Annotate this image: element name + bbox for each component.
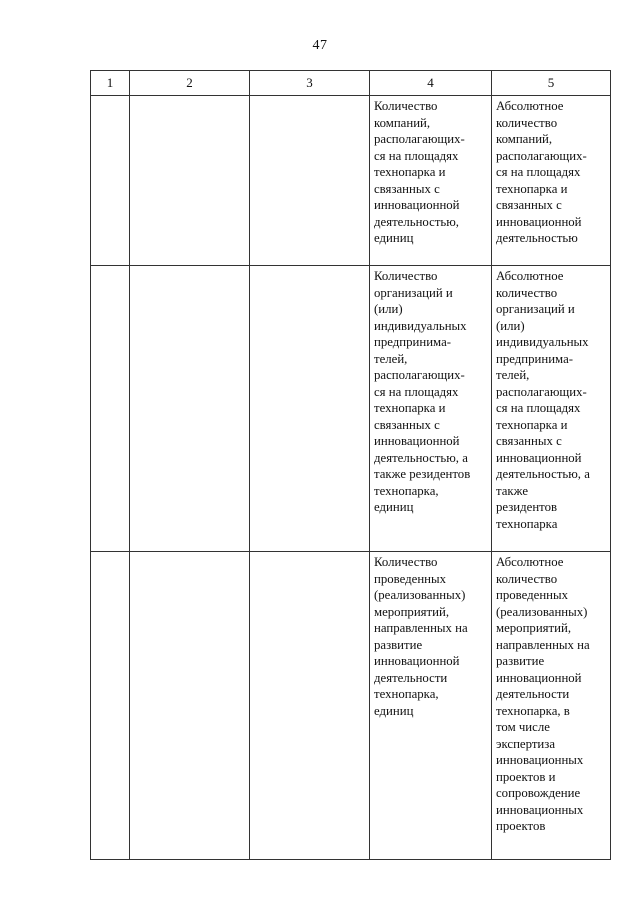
column-header-2: 2 <box>130 71 250 96</box>
table-cell-empty <box>130 96 250 266</box>
table-row <box>91 266 611 552</box>
page-number: 47 <box>312 38 328 53</box>
table-cell-empty <box>91 266 130 552</box>
table-cell-empty <box>91 552 130 860</box>
indicator-table <box>90 70 611 860</box>
column-header-4: 4 <box>370 71 492 96</box>
table-cell-empty <box>91 96 130 266</box>
table-cell-empty <box>130 552 250 860</box>
indicator-definition-cell <box>492 552 611 860</box>
table-header-row <box>91 71 611 96</box>
table-cell-empty <box>250 96 370 266</box>
table-row <box>91 96 611 266</box>
indicator-name-text: Количество организаций и (или) индивидуальных предпринима- телей, располагающих- ся на площадях технопарка и связанных с инновационной деятельностью, а также резидентов технопарка, единиц <box>374 269 471 514</box>
indicator-name-cell <box>370 552 492 860</box>
indicator-name-text: Количество компаний, располагающих- ся на площадях технопарка и связанных с инновационной деятельностью, единиц <box>374 99 465 245</box>
indicator-definition-cell <box>492 266 611 552</box>
column-header-5: 5 <box>492 71 611 96</box>
indicator-name-text: Количество проведенных (реализованных) мероприятий, направленных на развитие инновационной деятельности технопарка, единиц <box>374 555 468 718</box>
table-cell-empty <box>250 266 370 552</box>
indicator-definition-text: Абсолютное количество организаций и (или) индивидуальных предпринима- телей, располагающих- ся на площадях технопарка и связанных с инновационной деятельностью, а также резидентов технопарка <box>496 269 590 531</box>
indicator-definition-text: Абсолютное количество компаний, располагающих- ся на площадях технопарка и связанных с инновационной деятельностью <box>496 99 587 245</box>
indicator-definition-cell <box>492 96 611 266</box>
table-cell-empty <box>250 552 370 860</box>
table-row <box>91 552 611 860</box>
indicator-name-cell <box>370 266 492 552</box>
table-cell-empty <box>130 266 250 552</box>
column-header-3: 3 <box>250 71 370 96</box>
indicator-name-cell <box>370 96 492 266</box>
column-header-1: 1 <box>91 71 130 96</box>
indicator-definition-text: Абсолютное количество проведенных (реализованных) мероприятий, направленных на развитие инновационной деятельности технопарка, в том числе экспертиза инновационных проектов и сопровождение инновационных проектов <box>496 555 590 833</box>
